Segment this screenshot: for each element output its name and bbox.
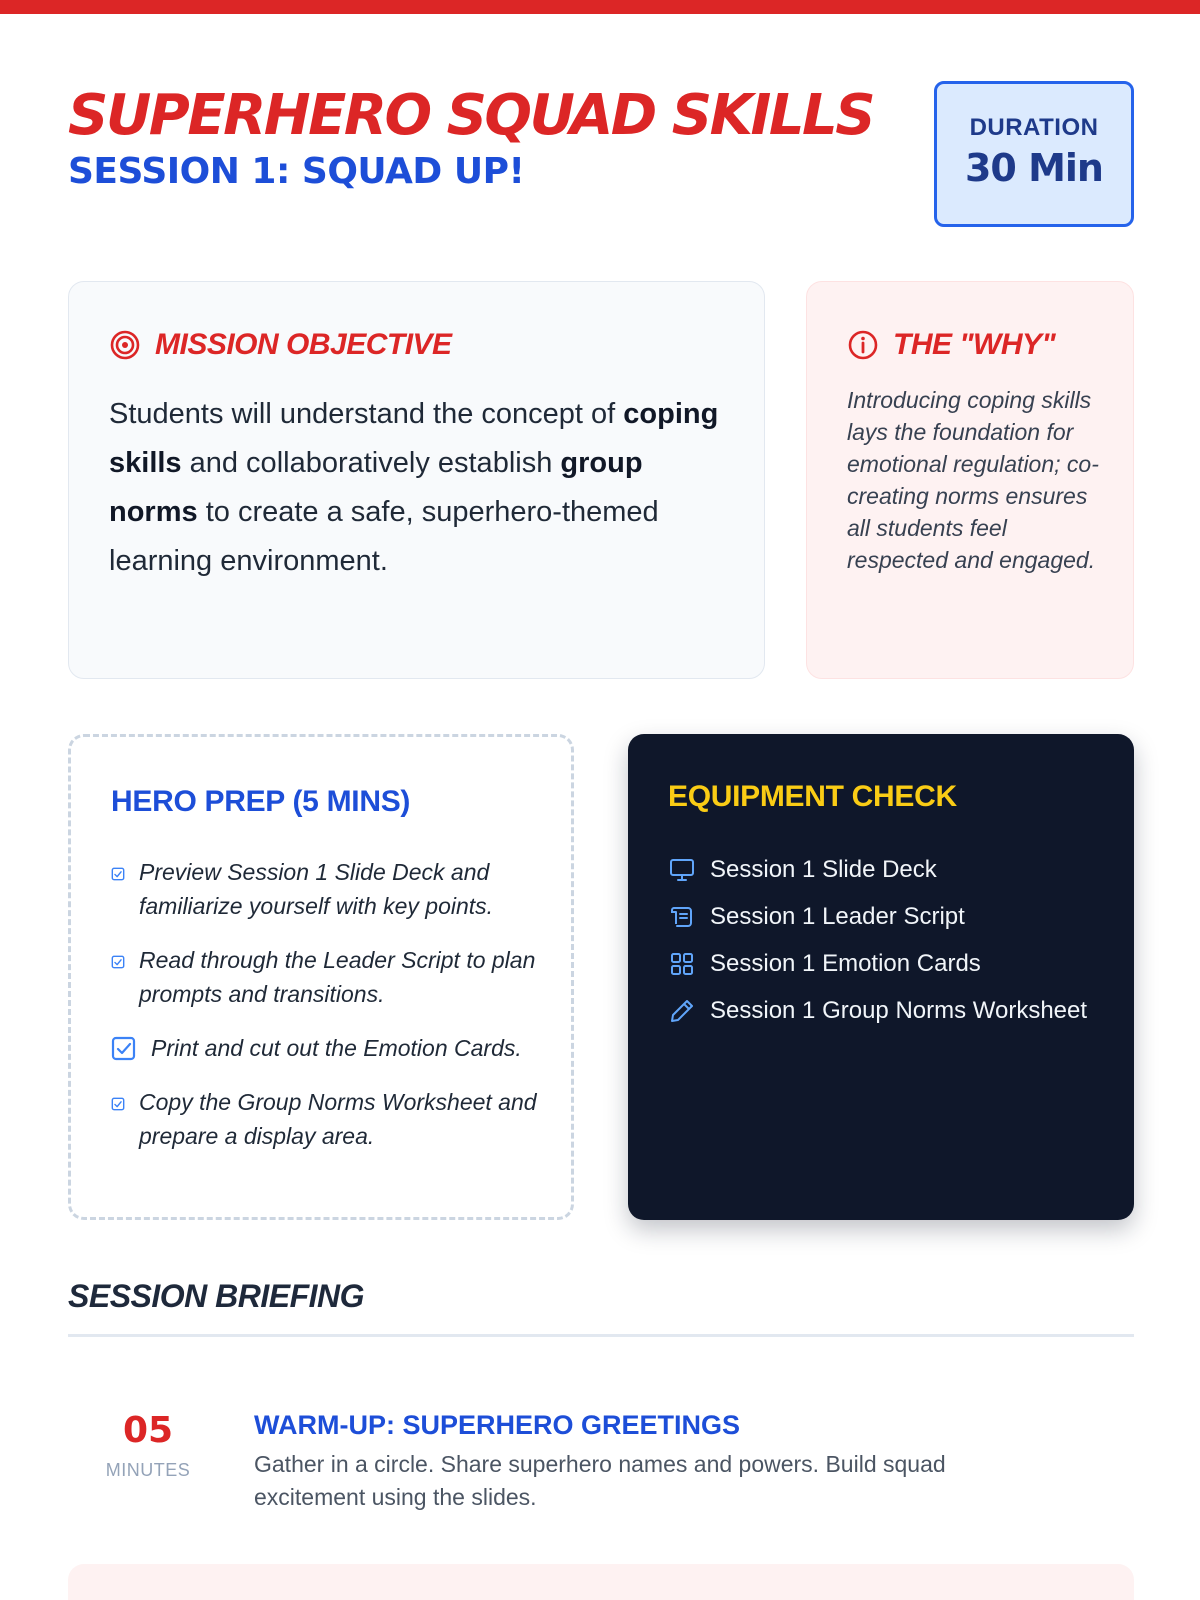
monitor-icon <box>668 856 696 884</box>
prep-item-text: Preview Session 1 Slide Deck and familiarize yourself with key points. <box>139 859 494 919</box>
checkbox-icon <box>111 955 125 969</box>
step-minutes: 05 <box>122 1410 174 1451</box>
hero-prep-list <box>111 855 541 1173</box>
equipment-item-label: Session 1 Emotion Cards <box>710 949 981 977</box>
step-description: Gather in a circle. Share superhero names and powers. Build squad excitement using the slides. <box>254 1451 946 1510</box>
page-title: SUPERHERO SQUAD SKILLS <box>68 83 874 148</box>
why-heading <box>847 328 1055 362</box>
prep-list-item <box>111 1085 541 1153</box>
prep-list-item <box>111 943 541 1011</box>
objective-text-part: and collaboratively establish <box>181 447 561 479</box>
why-card <box>806 281 1134 679</box>
equipment-item-emotion-cards <box>668 940 1087 987</box>
grid-icon <box>668 950 696 978</box>
equipment-item-label: Session 1 Slide Deck <box>710 855 937 883</box>
prep-item-text: Copy the Group Norms Worksheet and prepare a display area. <box>139 1089 537 1149</box>
equipment-item-norms-worksheet <box>668 987 1087 1034</box>
top-accent-bar <box>0 0 1200 14</box>
mission-objective-heading <box>109 328 452 362</box>
equipment-item-leader-script <box>668 893 1087 940</box>
checkbox-icon <box>111 1036 137 1062</box>
prep-list-item <box>111 855 541 923</box>
prep-item-text: Print and cut out the Emotion Cards. <box>151 1035 522 1061</box>
hero-prep-title: HERO PREP (5 MINS) <box>111 785 411 818</box>
equipment-check-title: EQUIPMENT CHECK <box>668 780 957 813</box>
next-step-card <box>68 1564 1134 1600</box>
scroll-icon <box>668 903 696 931</box>
mission-objective-card <box>68 281 765 679</box>
page-header <box>68 80 1134 230</box>
coping-skills-emphasis: coping skills <box>109 398 719 479</box>
why-title: THE "WHY" <box>893 328 1056 361</box>
duration-badge <box>934 81 1134 227</box>
target-icon <box>109 329 141 361</box>
why-text: Introducing coping skills lays the foundation for emotional regulation; co-creating norms ensures all students feel respected and engaged. <box>847 387 1099 573</box>
session-subtitle: SESSION 1: SQUAD UP! <box>68 151 525 192</box>
objective-text-part: to create a safe, superhero-themed learning environment. <box>109 496 659 577</box>
objective-text-part: Students will understand the concept of <box>109 398 624 430</box>
session-briefing-title: SESSION BRIEFING <box>68 1278 365 1314</box>
briefing-divider <box>68 1334 1134 1337</box>
pencil-icon <box>668 997 696 1025</box>
equipment-item-slide-deck <box>668 846 1087 893</box>
duration-value: 30 Min <box>964 146 1103 190</box>
mission-objective-title: MISSION OBJECTIVE <box>155 328 452 361</box>
step-title: WARM-UP: SUPERHERO GREETINGS <box>254 1410 741 1440</box>
info-icon <box>847 329 879 361</box>
mission-objective-text <box>109 390 729 586</box>
briefing-step-warmup <box>68 1400 1134 1510</box>
prep-list-item <box>111 1031 541 1065</box>
prep-item-text: Read through the Leader Script to plan prompts and transitions. <box>139 947 536 1007</box>
hero-prep-card <box>68 734 574 1220</box>
equipment-check-card <box>628 734 1134 1220</box>
equipment-item-label: Session 1 Group Norms Worksheet <box>710 996 1088 1024</box>
checkbox-icon <box>111 867 125 881</box>
duration-label: DURATION <box>969 114 1099 141</box>
step-minutes-unit: MINUTES <box>105 1460 191 1480</box>
equipment-list <box>668 846 1087 1034</box>
equipment-item-label: Session 1 Leader Script <box>710 902 965 930</box>
group-norms-emphasis: group norms <box>109 447 643 528</box>
checkbox-icon <box>111 1097 125 1111</box>
